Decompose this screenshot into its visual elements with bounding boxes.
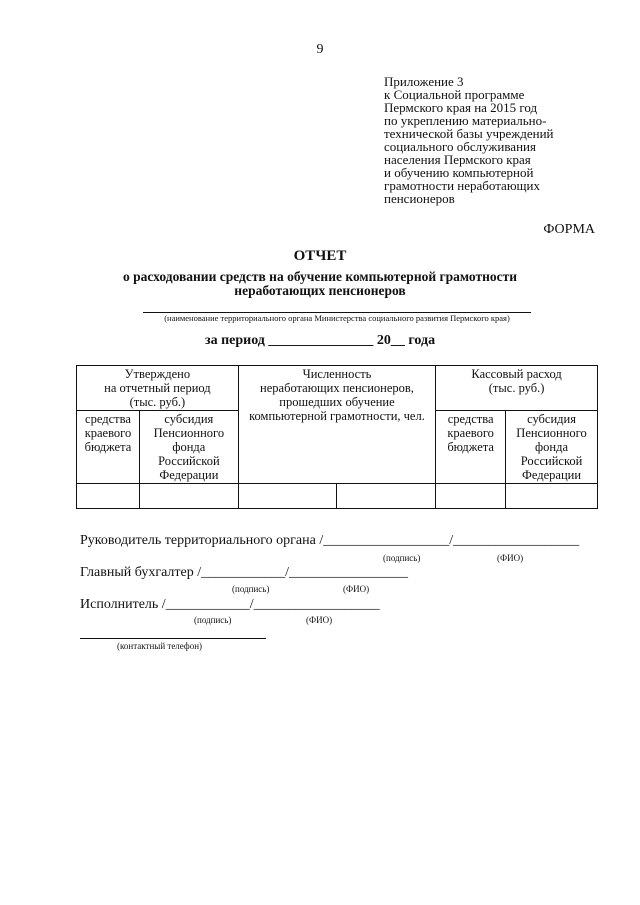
approved-regional-budget-header	[77, 411, 140, 484]
accountant-signature-line[interactable]: Главный бухгалтер /____________/_________________	[80, 565, 409, 580]
header-line: неработающих пенсионеров,	[260, 381, 414, 395]
appendix-line: пенсионеров	[384, 191, 455, 206]
org-caption: (наименование территориального органа Министерства социального развития Пермского края)	[164, 313, 510, 323]
appendix-line: по укреплению материально-	[384, 113, 547, 128]
expense-regional-budget-header	[436, 411, 506, 484]
page-number: 9	[316, 42, 324, 57]
header-line: (тыс. руб.)	[129, 395, 186, 409]
header-line: (тыс. руб.)	[488, 381, 545, 395]
header-line: бюджета	[84, 440, 132, 454]
approved-pension-fund-header	[139, 411, 238, 484]
appendix-line: и обучению компьютерной	[384, 165, 534, 180]
header-line: Кассовый расход	[471, 367, 562, 381]
header-line: фонда	[535, 440, 568, 454]
appendix-line: социального обслуживания	[384, 139, 536, 154]
table-header-row	[77, 366, 598, 411]
appendix-block	[384, 75, 624, 205]
header-line: субсидия	[164, 412, 214, 426]
cell-expense-pension[interactable]	[506, 484, 598, 509]
header-line: компьютерной грамотности, чел.	[249, 409, 425, 423]
appendix-line: Приложение 3	[384, 74, 464, 89]
accountant-name-caption: (ФИО)	[343, 584, 370, 594]
header-line: средства	[447, 412, 494, 426]
header-line: Федерации	[522, 468, 582, 482]
header-line: прошедших обучение	[279, 395, 395, 409]
phone-field[interactable]	[80, 638, 266, 639]
header-line: Численность	[302, 367, 372, 381]
approved-header	[77, 366, 239, 411]
table-row	[77, 484, 598, 509]
subtitle-line: о расходовании средств на обучение компьютерной грамотности	[122, 269, 518, 284]
header-line: средства	[85, 412, 131, 426]
head-name-caption: (ФИО)	[497, 553, 524, 563]
appendix-line: к Социальной программе	[384, 87, 525, 102]
header-line: Пенсионного	[516, 426, 587, 440]
accountant-sign-caption: (подпись)	[232, 584, 270, 594]
expense-pension-fund-header	[506, 411, 598, 484]
cell-expense-regional[interactable]	[436, 484, 506, 509]
header-line: на отчетный период	[104, 381, 211, 395]
cell-approved-pension[interactable]	[139, 484, 238, 509]
cell-approved-regional[interactable]	[77, 484, 140, 509]
period-line: за период _______________ 20__ года	[204, 333, 436, 348]
appendix-line: грамотности неработающих	[384, 178, 541, 193]
header-line: Утверждено	[124, 367, 191, 381]
cell-count-left[interactable]	[238, 484, 337, 509]
header-line: субсидия	[527, 412, 576, 426]
header-line: краевого	[447, 426, 494, 440]
header-line: Федерации	[159, 468, 219, 482]
head-signature-line[interactable]: Руководитель территориального органа /__________________/__________________	[80, 533, 580, 548]
appendix-line: населения Пермского края	[384, 152, 531, 167]
cell-count-right[interactable]	[337, 484, 436, 509]
form-label: ФОРМА	[543, 222, 595, 237]
header-line: Пенсионного	[153, 426, 225, 440]
header-line: фонда	[172, 440, 206, 454]
subtitle-line: неработающих пенсионеров	[234, 283, 406, 298]
document-subtitle	[60, 270, 580, 298]
count-header	[238, 366, 435, 484]
executor-signature-line[interactable]: Исполнитель /____________/__________________	[80, 597, 380, 612]
phone-caption: (контактный телефон)	[117, 641, 203, 651]
expense-header	[436, 366, 598, 411]
executor-sign-caption: (подпись)	[194, 615, 232, 625]
document-title: ОТЧЕТ	[293, 248, 347, 264]
appendix-line: технической базы учреждений	[384, 126, 554, 141]
report-table	[76, 365, 598, 509]
head-sign-caption: (подпись)	[383, 553, 421, 563]
header-line: краевого	[84, 426, 132, 440]
appendix-line: Пермского края на 2015 год	[384, 100, 538, 115]
executor-name-caption: (ФИО)	[306, 615, 333, 625]
header-line: Российской	[520, 454, 583, 468]
header-line: Российской	[158, 454, 220, 468]
header-line: бюджета	[447, 440, 494, 454]
